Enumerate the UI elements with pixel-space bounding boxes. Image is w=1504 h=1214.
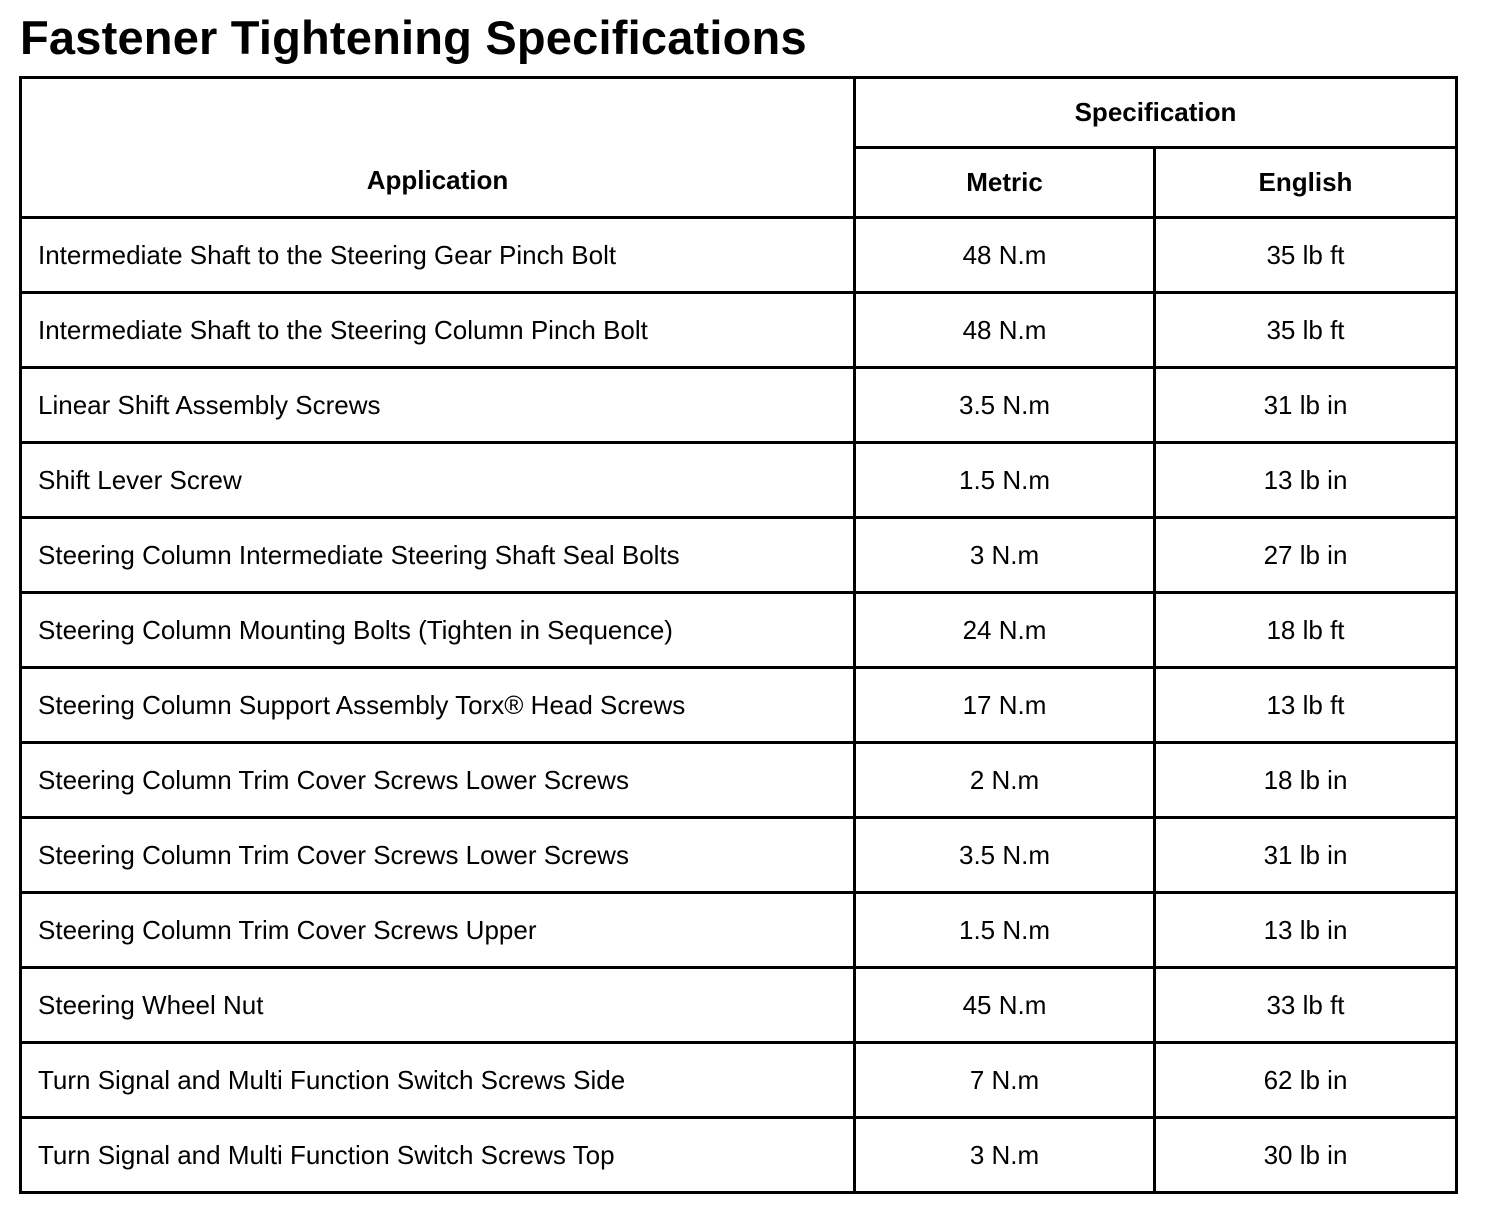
metric-header: Metric [855, 148, 1155, 218]
english-cell: 13 lb in [1155, 443, 1457, 518]
metric-cell: 1.5 N.m [855, 893, 1155, 968]
english-cell: 31 lb in [1155, 368, 1457, 443]
table-row [21, 293, 1457, 368]
table-row [21, 443, 1457, 518]
table-row [21, 1043, 1457, 1118]
metric-cell: 48 N.m [855, 218, 1155, 293]
metric-cell: 2 N.m [855, 743, 1155, 818]
english-cell: 31 lb in [1155, 818, 1457, 893]
metric-cell: 24 N.m [855, 593, 1155, 668]
english-cell: 62 lb in [1155, 1043, 1457, 1118]
english-cell: 18 lb in [1155, 743, 1457, 818]
english-cell: 35 lb ft [1155, 218, 1457, 293]
english-cell: 18 lb ft [1155, 593, 1457, 668]
metric-cell: 3 N.m [855, 1118, 1155, 1193]
english-cell: 33 lb ft [1155, 968, 1457, 1043]
header-row-top [21, 78, 1457, 148]
metric-cell: 45 N.m [855, 968, 1155, 1043]
application-cell: Steering Column Mounting Bolts (Tighten in Sequence) [21, 593, 855, 668]
application-cell: Steering Column Support Assembly Torx® Head Screws [21, 668, 855, 743]
application-header: Application [21, 78, 855, 218]
metric-cell: 3 N.m [855, 518, 1155, 593]
table-row [21, 1118, 1457, 1193]
spec-table [19, 76, 1458, 1194]
application-cell: Linear Shift Assembly Screws [21, 368, 855, 443]
table-row [21, 593, 1457, 668]
specification-header: Specification [855, 78, 1457, 148]
table-row [21, 518, 1457, 593]
table-row [21, 893, 1457, 968]
application-cell: Shift Lever Screw [21, 443, 855, 518]
application-cell: Intermediate Shaft to the Steering Column Pinch Bolt [21, 293, 855, 368]
english-header: English [1155, 148, 1457, 218]
metric-cell: 3.5 N.m [855, 818, 1155, 893]
english-cell: 27 lb in [1155, 518, 1457, 593]
application-cell: Intermediate Shaft to the Steering Gear Pinch Bolt [21, 218, 855, 293]
metric-cell: 17 N.m [855, 668, 1155, 743]
table-row [21, 368, 1457, 443]
table-row [21, 668, 1457, 743]
table-row [21, 743, 1457, 818]
english-cell: 13 lb ft [1155, 668, 1457, 743]
english-cell: 35 lb ft [1155, 293, 1457, 368]
application-cell: Steering Wheel Nut [21, 968, 855, 1043]
application-cell: Turn Signal and Multi Function Switch Screws Top [21, 1118, 855, 1193]
application-cell: Steering Column Trim Cover Screws Lower Screws [21, 743, 855, 818]
metric-cell: 3.5 N.m [855, 368, 1155, 443]
application-cell: Steering Column Intermediate Steering Shaft Seal Bolts [21, 518, 855, 593]
english-cell: 13 lb in [1155, 893, 1457, 968]
table-row [21, 818, 1457, 893]
table-row [21, 968, 1457, 1043]
metric-cell: 48 N.m [855, 293, 1155, 368]
metric-cell: 1.5 N.m [855, 443, 1155, 518]
metric-cell: 7 N.m [855, 1043, 1155, 1118]
english-cell: 30 lb in [1155, 1118, 1457, 1193]
table-row [21, 218, 1457, 293]
application-cell: Steering Column Trim Cover Screws Lower Screws [21, 818, 855, 893]
application-cell: Turn Signal and Multi Function Switch Screws Side [21, 1043, 855, 1118]
application-cell: Steering Column Trim Cover Screws Upper [21, 893, 855, 968]
page-title: Fastener Tightening Specifications [20, 11, 807, 64]
